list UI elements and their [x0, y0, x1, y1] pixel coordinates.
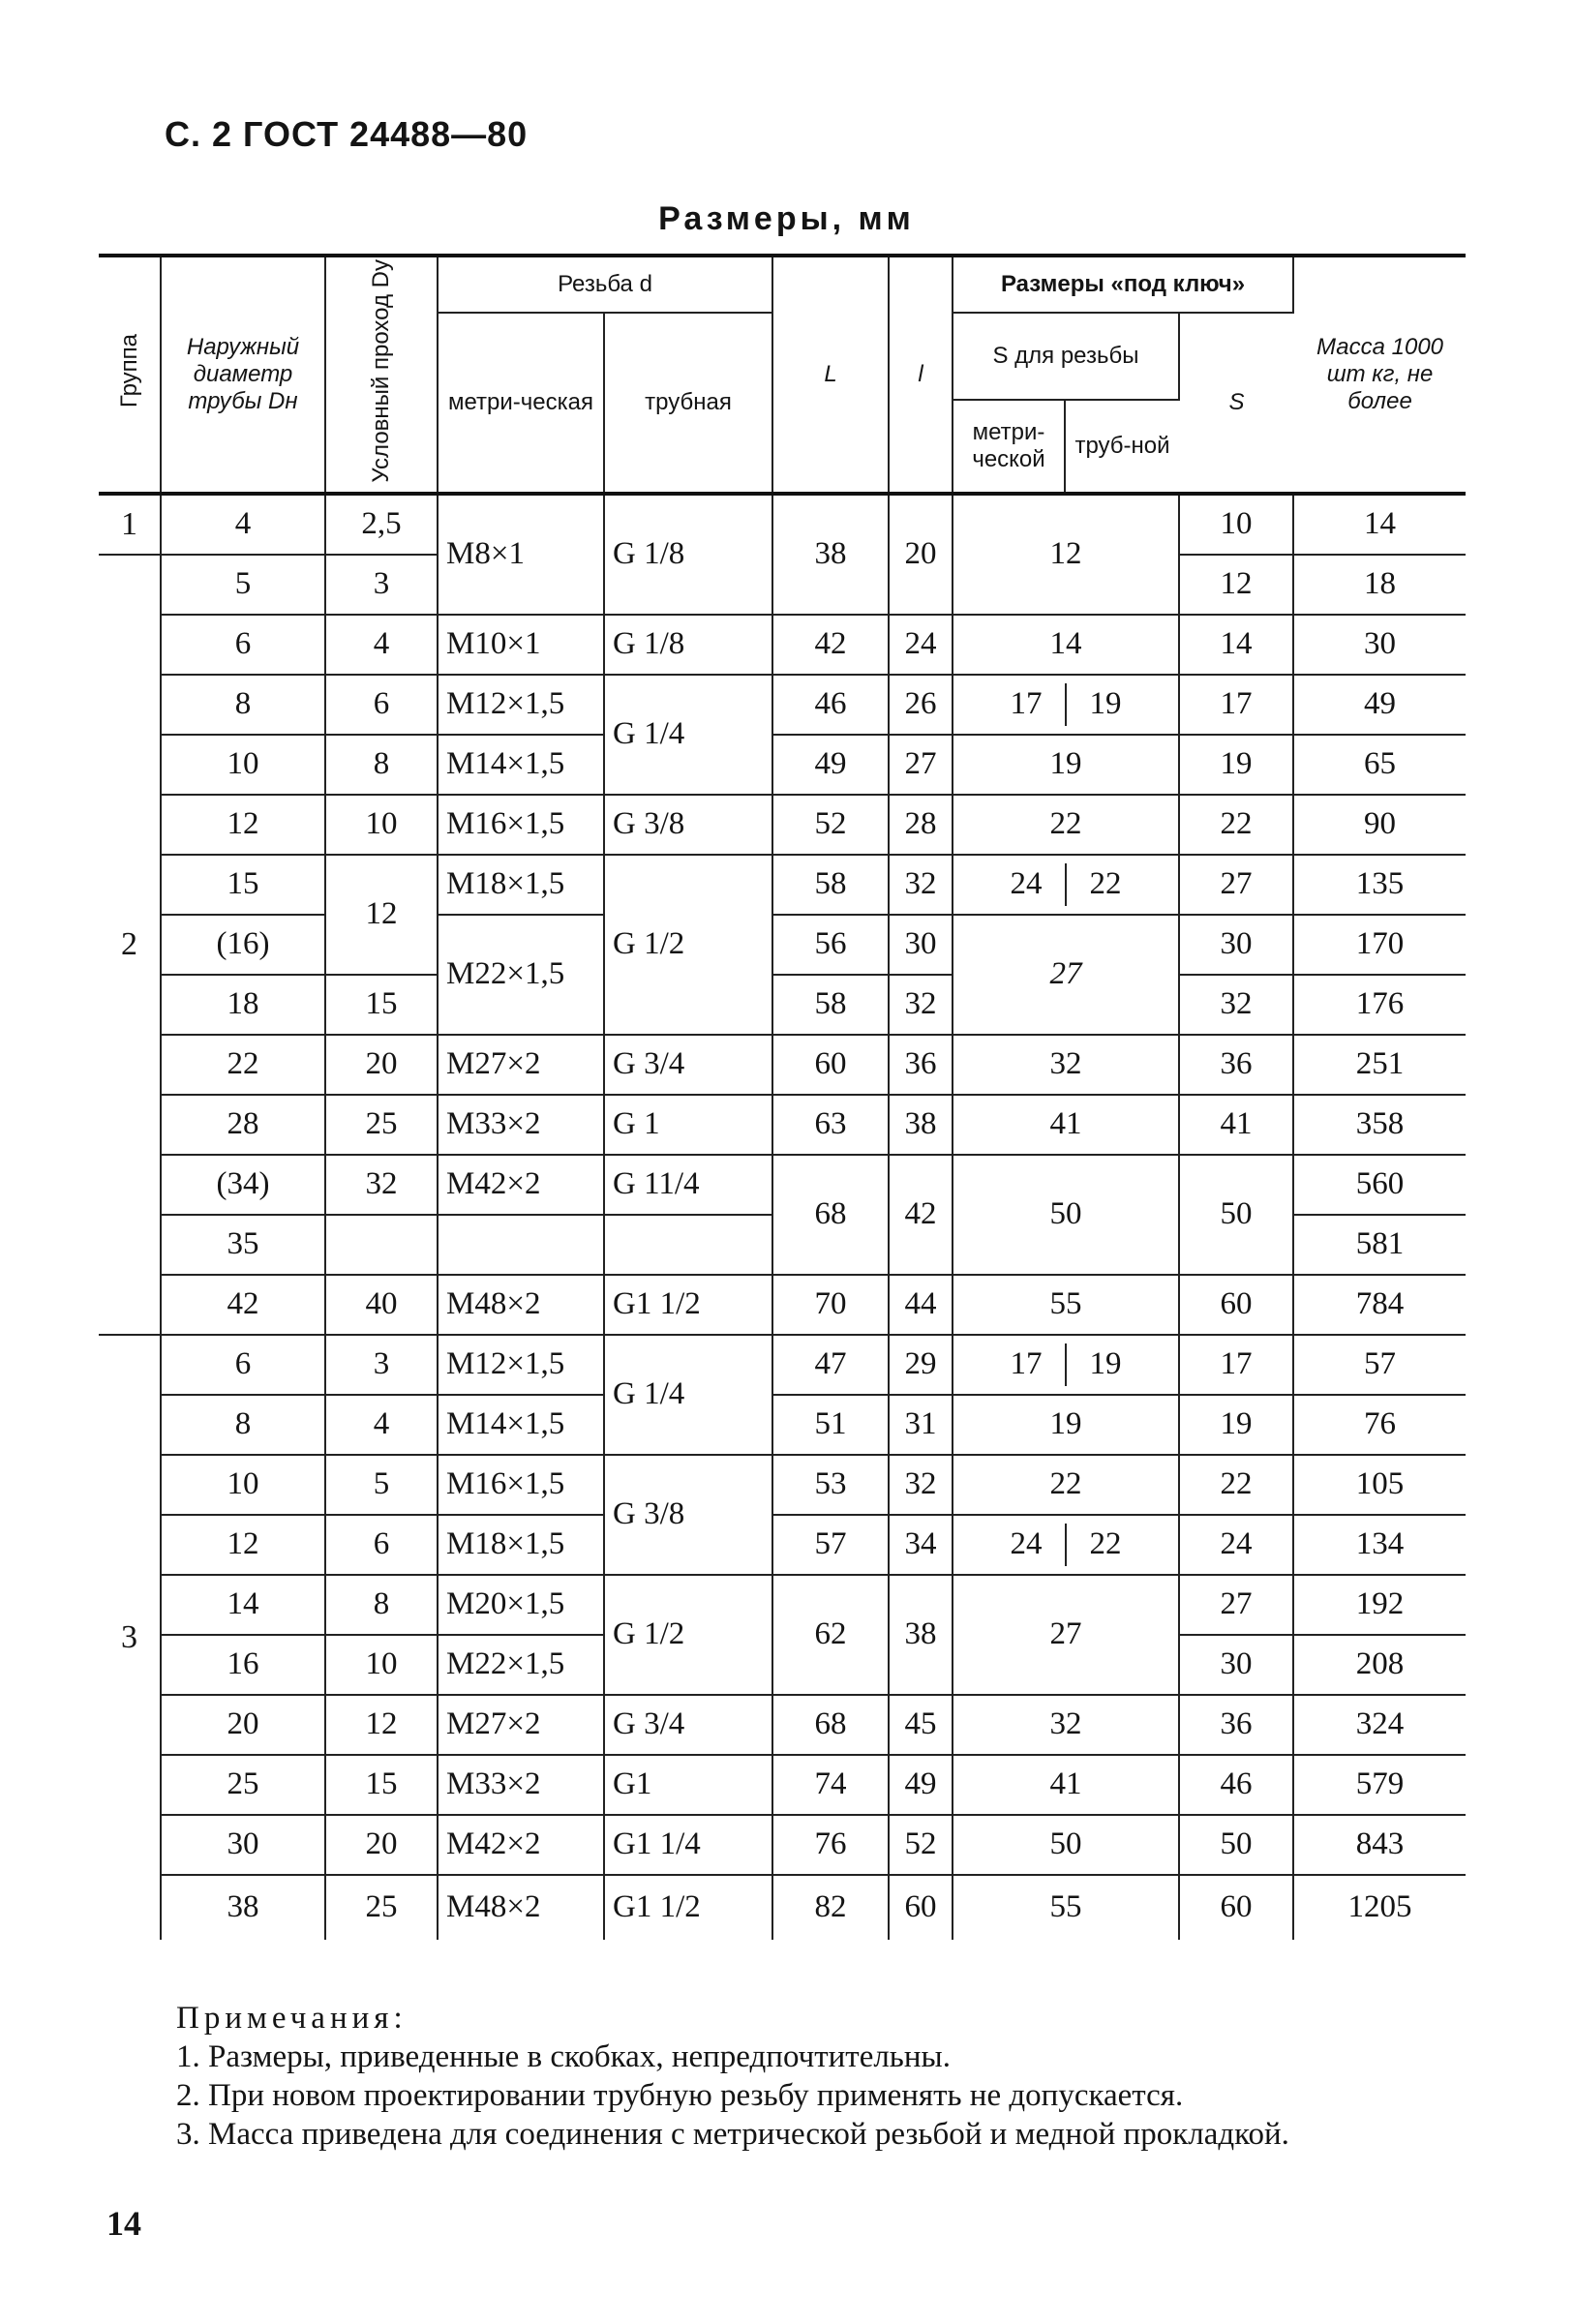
- outer-diameter-cell: (16): [161, 915, 325, 975]
- table-row: [99, 1695, 1466, 1755]
- table-row: [99, 915, 1466, 975]
- nominal-bore-cell: 40: [325, 1275, 438, 1335]
- nominal-bore-cell: 8: [325, 1575, 438, 1635]
- mass-cell: 560: [1293, 1155, 1466, 1215]
- l-cell: 60: [889, 1875, 953, 1940]
- metric-thread-cell: М48×2: [438, 1875, 604, 1940]
- metric-thread-cell: М8×1: [438, 494, 604, 615]
- nominal-bore-cell: 10: [325, 795, 438, 855]
- metric-thread-cell: М12×1,5: [438, 675, 604, 735]
- L-cell: 62: [772, 1575, 889, 1695]
- L-cell: 47: [772, 1335, 889, 1395]
- nominal-bore-cell: 12: [325, 855, 438, 975]
- outer-diameter-cell: 15: [161, 855, 325, 915]
- L-cell: 52: [772, 795, 889, 855]
- wrench-s-thread-cell: 55: [953, 1875, 1179, 1940]
- wrench-s-cell: 30: [1179, 915, 1293, 975]
- l-cell: 44: [889, 1275, 953, 1335]
- header-group: Группа: [99, 256, 161, 494]
- wrench-s-cell: 30: [1179, 1635, 1293, 1695]
- outer-diameter-cell: 30: [161, 1815, 325, 1875]
- nominal-bore-cell: 6: [325, 1515, 438, 1575]
- outer-diameter-cell: 38: [161, 1875, 325, 1940]
- pipe-thread-cell: G 1/2: [604, 855, 772, 1035]
- mass-cell: 176: [1293, 975, 1466, 1035]
- table-row: [99, 735, 1466, 795]
- l-cell: 49: [889, 1755, 953, 1815]
- table-row: [99, 1275, 1466, 1335]
- mass-cell: 65: [1293, 735, 1466, 795]
- notes-title: Примечания:: [176, 2001, 408, 2036]
- wrench-s-thread-cell: 27: [953, 915, 1179, 1035]
- metric-thread-cell: М16×1,5: [438, 1455, 604, 1515]
- metric-thread-cell: М22×1,5: [438, 1635, 604, 1695]
- L-cell: 46: [772, 675, 889, 735]
- header-s: S: [1179, 313, 1293, 494]
- wrench-s-cell: 22: [1179, 1455, 1293, 1515]
- table-row: [99, 855, 1466, 915]
- pipe-thread-cell: G 3/8: [604, 795, 772, 855]
- mass-cell: 18: [1293, 555, 1466, 615]
- metric-thread-cell: М18×1,5: [438, 1515, 604, 1575]
- table-title: Размеры, мм: [658, 200, 915, 237]
- mass-cell: 14: [1293, 494, 1466, 555]
- nominal-bore-cell: 12: [325, 1695, 438, 1755]
- table-row: [99, 1515, 1466, 1575]
- note-item: 1. Размеры, приведенные в скобках, непредпочтительны.: [176, 2039, 951, 2074]
- outer-diameter-cell: (34): [161, 1155, 325, 1215]
- wrench-s-thread-cell: 22: [953, 795, 1179, 855]
- wrench-s-cell: 36: [1179, 1695, 1293, 1755]
- wrench-s-metric-value: 24: [1010, 1526, 1043, 1562]
- metric-thread-cell: М42×2: [438, 1815, 604, 1875]
- dimensions-table-wrapper: [99, 254, 1466, 1940]
- wrench-s-pipe-value: 22: [1089, 1526, 1122, 1562]
- wrench-s-cell: 10: [1179, 494, 1293, 555]
- wrench-s-cell: 19: [1179, 1395, 1293, 1455]
- metric-thread-cell: М18×1,5: [438, 855, 604, 915]
- wrench-s-metric-value: 17: [1010, 1346, 1043, 1382]
- l-cell: 38: [889, 1095, 953, 1155]
- wrench-s-thread-cell: 12: [953, 494, 1179, 615]
- document-header: С. 2 ГОСТ 24488—80: [165, 114, 529, 154]
- header-s-metric: метри-ческой: [953, 400, 1065, 494]
- nominal-bore-cell: 25: [325, 1875, 438, 1940]
- header-thread-pipe: трубная: [604, 313, 772, 494]
- metric-thread-cell: М27×2: [438, 1695, 604, 1755]
- L-cell: 49: [772, 735, 889, 795]
- wrench-s-cell: 50: [1179, 1815, 1293, 1875]
- L-cell: 60: [772, 1035, 889, 1095]
- wrench-s-cell: 32: [1179, 975, 1293, 1035]
- outer-diameter-cell: 5: [161, 555, 325, 615]
- outer-diameter-cell: 42: [161, 1275, 325, 1335]
- header-outer-diameter: Наружный диаметр трубы Dн: [161, 256, 325, 494]
- header-nominal-bore: Условный проход Dу: [325, 256, 438, 494]
- metric-thread-cell: М20×1,5: [438, 1575, 604, 1635]
- wrench-s-pipe-value: 19: [1089, 1346, 1122, 1382]
- nominal-bore-cell: 15: [325, 1755, 438, 1815]
- l-cell: 29: [889, 1335, 953, 1395]
- wrench-s-cell: 17: [1179, 1335, 1293, 1395]
- metric-thread-cell: [438, 1215, 604, 1275]
- mass-cell: 134: [1293, 1515, 1466, 1575]
- L-cell: 42: [772, 615, 889, 675]
- L-cell: 68: [772, 1695, 889, 1755]
- nominal-bore-cell: 4: [325, 615, 438, 675]
- note-item: 2. При новом проектировании трубную резьбу применять не допускается.: [176, 2078, 1184, 2113]
- metric-thread-cell: М42×2: [438, 1155, 604, 1215]
- mass-cell: 208: [1293, 1635, 1466, 1695]
- mass-cell: 57: [1293, 1335, 1466, 1395]
- mass-cell: 30: [1293, 615, 1466, 675]
- wrench-s-thread-cell: 50: [953, 1155, 1179, 1275]
- wrench-s-cell: 60: [1179, 1875, 1293, 1940]
- outer-diameter-cell: 10: [161, 735, 325, 795]
- mass-cell: 1205: [1347, 1889, 1412, 1925]
- table-row: [99, 1755, 1466, 1815]
- table-row: [99, 1875, 1466, 1940]
- metric-thread-cell: М33×2: [438, 1095, 604, 1155]
- l-cell: 52: [889, 1815, 953, 1875]
- wrench-s-pipe-value: 19: [1089, 686, 1122, 722]
- table-body: [99, 494, 1466, 1940]
- pipe-thread-cell: G 3/8: [604, 1455, 772, 1575]
- l-cell: 32: [889, 975, 953, 1035]
- nominal-bore-cell: 8: [325, 735, 438, 795]
- L-cell: 58: [772, 855, 889, 915]
- mass-cell: 105: [1293, 1455, 1466, 1515]
- mass-cell: 90: [1293, 795, 1466, 855]
- wrench-s-cell: 46: [1179, 1755, 1293, 1815]
- wrench-s-thread-cell: [953, 675, 1179, 735]
- wrench-s-cell: 27: [1179, 1575, 1293, 1635]
- pipe-thread-cell: G 1/8: [604, 615, 772, 675]
- metric-thread-cell: М10×1: [438, 615, 604, 675]
- wrench-s-cell: 36: [1179, 1035, 1293, 1095]
- group-cell: 1: [99, 494, 161, 555]
- outer-diameter-cell: 12: [161, 1515, 325, 1575]
- header-s-pipe: труб-ной: [1065, 400, 1179, 494]
- outer-diameter-cell: 16: [161, 1635, 325, 1695]
- pipe-thread-cell: G1 1/2: [604, 1875, 772, 1940]
- outer-diameter-cell: 8: [161, 675, 325, 735]
- nominal-bore-cell: 2,5: [325, 494, 438, 555]
- l-cell: 20: [889, 494, 953, 615]
- dimensions-table: [99, 254, 1466, 1940]
- metric-thread-cell: М14×1,5: [438, 1395, 604, 1455]
- table-row: [99, 1035, 1466, 1095]
- wrench-s-thread-cell: 14: [953, 615, 1179, 675]
- outer-diameter-cell: 18: [161, 975, 325, 1035]
- l-cell: 24: [889, 615, 953, 675]
- wrench-s-cell: 24: [1179, 1515, 1293, 1575]
- mass-cell: 49: [1293, 675, 1466, 735]
- wrench-s-thread-cell: 41: [953, 1095, 1179, 1155]
- wrench-s-pipe-value: 22: [1089, 866, 1122, 902]
- wrench-s-thread-cell: [953, 855, 1179, 915]
- table-row: [99, 1575, 1466, 1635]
- table-row: [99, 494, 1466, 555]
- mass-cell: 192: [1293, 1575, 1466, 1635]
- pipe-thread-cell: G1 1/2: [604, 1275, 772, 1335]
- pipe-thread-cell: G 11/4: [604, 1155, 772, 1215]
- wrench-s-metric-value: 24: [1010, 866, 1043, 902]
- wrench-s-cell: 50: [1179, 1155, 1293, 1275]
- header-thread-metric: метри-ческая: [438, 313, 604, 494]
- header-l: l: [889, 256, 953, 494]
- wrench-s-thread-cell: [953, 1515, 1179, 1575]
- metric-thread-cell: М22×1,5: [438, 915, 604, 1035]
- L-cell: 51: [772, 1395, 889, 1455]
- l-cell: 32: [889, 1455, 953, 1515]
- outer-diameter-cell: 8: [161, 1395, 325, 1455]
- L-cell: 63: [772, 1095, 889, 1155]
- table-row: [99, 1155, 1466, 1215]
- table-row: [99, 1335, 1466, 1395]
- table-row: [99, 675, 1466, 735]
- mass-cell: 784: [1293, 1275, 1466, 1335]
- pipe-thread-cell: G1 1/4: [604, 1815, 772, 1875]
- notes-block: [176, 1999, 1478, 2154]
- l-cell: 32: [889, 855, 953, 915]
- l-cell: 28: [889, 795, 953, 855]
- outer-diameter-cell: 14: [161, 1575, 325, 1635]
- wrench-s-cell: 41: [1179, 1095, 1293, 1155]
- nominal-bore-cell: 3: [325, 1335, 438, 1395]
- mass-cell: 581: [1293, 1215, 1466, 1275]
- l-cell: 27: [889, 735, 953, 795]
- outer-diameter-cell: 28: [161, 1095, 325, 1155]
- mass-cell: 324: [1293, 1695, 1466, 1755]
- nominal-bore-cell: 6: [325, 675, 438, 735]
- outer-diameter-cell: 12: [161, 795, 325, 855]
- outer-diameter-cell: 6: [161, 1335, 325, 1395]
- wrench-s-thread-cell: 19: [953, 735, 1179, 795]
- group-cell: 3: [99, 1335, 161, 1940]
- L-cell: 58: [772, 975, 889, 1035]
- wrench-s-cell: 60: [1179, 1275, 1293, 1335]
- l-cell: 31: [889, 1395, 953, 1455]
- pipe-thread-cell: G 3/4: [604, 1695, 772, 1755]
- wrench-s-metric-value: 17: [1010, 686, 1043, 722]
- wrench-s-cell: 14: [1179, 615, 1293, 675]
- L-cell: 38: [772, 494, 889, 615]
- mass-cell: 76: [1293, 1395, 1466, 1455]
- header-mass: Масса 1000 шт кг, не более: [1293, 256, 1466, 494]
- l-cell: 42: [889, 1155, 953, 1275]
- pipe-thread-cell: G 1/8: [604, 494, 772, 615]
- wrench-s-thread-cell: 32: [953, 1035, 1179, 1095]
- metric-thread-cell: М14×1,5: [438, 735, 604, 795]
- note-item: 3. Масса приведена для соединения с метрической резьбой и медной прокладкой.: [176, 2117, 1289, 2152]
- pipe-thread-cell: G 3/4: [604, 1035, 772, 1095]
- table-row: [99, 1095, 1466, 1155]
- pipe-thread-cell: [604, 1215, 772, 1275]
- mass-cell: 251: [1293, 1035, 1466, 1095]
- metric-thread-cell: М12×1,5: [438, 1335, 604, 1395]
- wrench-s-cell: 27: [1179, 855, 1293, 915]
- header-s-for-thread: S для резьбы: [953, 313, 1179, 400]
- nominal-bore-cell: 20: [325, 1815, 438, 1875]
- outer-diameter-cell: 35: [161, 1215, 325, 1275]
- wrench-s-thread-cell: [953, 1335, 1179, 1395]
- pipe-thread-cell: G 1/2: [604, 1575, 772, 1695]
- wrench-s-thread-cell: 55: [953, 1275, 1179, 1335]
- table-row: [99, 1395, 1466, 1455]
- header-wrench: Размеры «под ключ»: [953, 256, 1293, 313]
- page-number: 14: [106, 2204, 141, 2243]
- metric-thread-cell: М33×2: [438, 1755, 604, 1815]
- group-cell: 2: [99, 555, 161, 1335]
- wrench-s-thread-cell: 32: [953, 1695, 1179, 1755]
- pipe-thread-cell: G 1/4: [604, 1335, 772, 1455]
- outer-diameter-cell: 20: [161, 1695, 325, 1755]
- table-row: [99, 795, 1466, 855]
- table-row: [99, 1455, 1466, 1515]
- outer-diameter-cell: 10: [161, 1455, 325, 1515]
- l-cell: 34: [889, 1515, 953, 1575]
- mass-cell: 843: [1293, 1815, 1466, 1875]
- nominal-bore-cell: 3: [325, 555, 438, 615]
- l-cell: 38: [889, 1575, 953, 1695]
- nominal-bore-cell: 32: [325, 1155, 438, 1215]
- L-cell: 74: [772, 1755, 889, 1815]
- pipe-thread-cell: G1: [604, 1755, 772, 1815]
- nominal-bore-cell: 15: [325, 975, 438, 1035]
- metric-thread-cell: М16×1,5: [438, 795, 604, 855]
- nominal-bore-cell: 5: [325, 1455, 438, 1515]
- table-row: [99, 615, 1466, 675]
- wrench-s-thread-cell: 19: [953, 1395, 1179, 1455]
- pipe-thread-cell: G 1: [604, 1095, 772, 1155]
- nominal-bore-cell: [325, 1215, 438, 1275]
- wrench-s-thread-cell: 41: [953, 1755, 1179, 1815]
- outer-diameter-cell: 4: [161, 494, 325, 555]
- L-cell: 56: [772, 915, 889, 975]
- l-cell: 45: [889, 1695, 953, 1755]
- nominal-bore-cell: 25: [325, 1095, 438, 1155]
- mass-cell: 579: [1293, 1755, 1466, 1815]
- header-L: L: [772, 256, 889, 494]
- table-row: [99, 975, 1466, 1035]
- mass-cell: 135: [1293, 855, 1466, 915]
- outer-diameter-cell: 6: [161, 615, 325, 675]
- header-thread: Резьба d: [438, 256, 772, 313]
- l-cell: 26: [889, 675, 953, 735]
- wrench-s-cell: 12: [1179, 555, 1293, 615]
- metric-thread-cell: М27×2: [438, 1035, 604, 1095]
- L-cell: 70: [772, 1275, 889, 1335]
- l-cell: 36: [889, 1035, 953, 1095]
- wrench-s-cell: 19: [1179, 735, 1293, 795]
- L-cell: 53: [772, 1455, 889, 1515]
- metric-thread-cell: М48×2: [438, 1275, 604, 1335]
- outer-diameter-cell: 22: [161, 1035, 325, 1095]
- L-cell: 82: [772, 1875, 889, 1940]
- pipe-thread-cell: G 1/4: [604, 675, 772, 795]
- outer-diameter-cell: 25: [161, 1755, 325, 1815]
- wrench-s-thread-cell: 27: [953, 1575, 1179, 1695]
- L-cell: 68: [772, 1155, 889, 1275]
- nominal-bore-cell: 20: [325, 1035, 438, 1095]
- L-cell: 76: [772, 1815, 889, 1875]
- nominal-bore-cell: 4: [325, 1395, 438, 1455]
- mass-cell: 358: [1293, 1095, 1466, 1155]
- table-row: [99, 1815, 1466, 1875]
- l-cell: 30: [889, 915, 953, 975]
- wrench-s-thread-cell: 50: [953, 1815, 1179, 1875]
- nominal-bore-cell: 10: [325, 1635, 438, 1695]
- wrench-s-cell: 22: [1179, 795, 1293, 855]
- wrench-s-cell: 17: [1179, 675, 1293, 735]
- mass-cell: 170: [1293, 915, 1466, 975]
- wrench-s-thread-cell: 22: [953, 1455, 1179, 1515]
- L-cell: 57: [772, 1515, 889, 1575]
